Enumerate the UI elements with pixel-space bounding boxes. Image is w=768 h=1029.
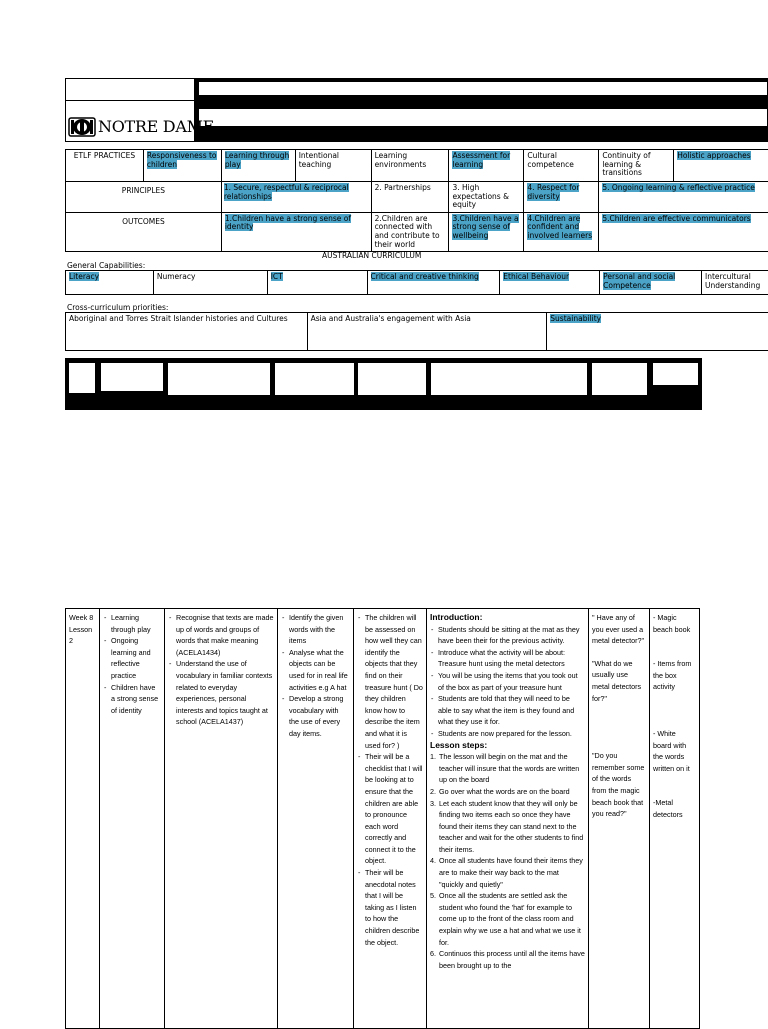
logo-text: NOTRE DAME xyxy=(98,117,214,136)
etlf-principle: 1. Secure, respectful & reciprocal relationships xyxy=(221,182,371,213)
step-item: 6. Continuos this process until all the items have been brought up to the xyxy=(430,948,585,971)
step-item: 4. Once all students have found their items they are to make their way back to the mat "quickly and quietly" xyxy=(430,855,585,890)
assessment-cell xyxy=(354,609,427,1029)
list-item: - Learning through play xyxy=(103,612,161,635)
capability: Ethical Behaviour xyxy=(500,271,600,295)
question: " Have any of you ever used a metal detector?" xyxy=(592,612,646,647)
resource: - Magic beach book xyxy=(653,612,696,635)
steps-heading: Lesson steps: xyxy=(430,740,585,752)
list-item: - Analyse what the objects can be used for in real life activities e.g A hat xyxy=(281,647,350,693)
list-item: - Students are told that they will need to be able to say what the item is they found and what they use it for. xyxy=(430,693,585,728)
etlf-outcome: 3.Children have a strong sense of wellbeing xyxy=(449,212,524,251)
list-item: - Their will be anecdotal notes that I will be taking as I listen to how the children describe the object. xyxy=(357,867,423,948)
resources-cell xyxy=(650,609,700,1029)
etlf-principle: 2. Partnerships xyxy=(371,182,449,213)
priority: Sustainability xyxy=(547,313,768,351)
list-item: - Students are now prepared for the lesson. xyxy=(430,728,585,740)
header-bar-mid xyxy=(195,95,768,109)
list-item: - Their will be a checklist that I will be looking at to ensure that the children are able to pronounce each word correctly and connect it to the object. xyxy=(357,751,423,867)
capabilities-table xyxy=(65,270,768,295)
list-item: - Recognise that texts are made up of words and groups of words that make meaning (ACELA1434) xyxy=(168,612,274,658)
capability: Personal and social Competence xyxy=(600,271,702,295)
objectives-cell xyxy=(278,609,354,1029)
capability: ICT xyxy=(267,271,367,295)
priority: Asia and Australia's engagement with Asia xyxy=(307,313,547,351)
step-item: 3. Let each student know that they will only be finding two items each so once they have found their items they can stand next to the teacher and wait for the other students to find their items. xyxy=(430,798,585,856)
etlf-outcome: 1.Children have a strong sense of identity xyxy=(221,212,371,251)
capability: Critical and creative thinking xyxy=(367,271,500,295)
lesson-header-cell xyxy=(592,363,647,395)
step-item: 5. Once all the students are settled ask the student who found the 'hat' for example to come up to the front of the class room and explain why we use a hat and what we use it for. xyxy=(430,890,585,948)
etlf-practices-label: ETLF PRACTICES xyxy=(66,150,144,182)
etlf-outcomes-label: OUTCOMES xyxy=(66,212,222,251)
header-divider xyxy=(65,100,195,101)
header-bar-bottom xyxy=(195,126,768,142)
etlf-outcome: 5.Children are effective communicators xyxy=(599,212,768,251)
cross-curriculum-label: Cross-curriculum priorities: xyxy=(67,303,168,312)
week-cell: Week 8 Lesson 2 xyxy=(66,609,100,1029)
etlf-principle: 4. Respect for diversity xyxy=(524,182,599,213)
etlf-table xyxy=(65,149,768,252)
curriculum-title: AUSTRALIAN CURRICULUM xyxy=(322,251,421,260)
lesson-header-cell xyxy=(168,363,270,395)
list-item: - Understand the use of vocabulary in familiar contexts related to everyday experiences, personal interests and topics taught at school (ACELA1437) xyxy=(168,658,274,728)
etlf-practice: Continuity of learning & transitions xyxy=(599,150,674,182)
notre-dame-logo xyxy=(68,114,214,138)
list-item: - The children will be assessed on how well they can identify the objects that they find on their treasure hunt ( Do they children know how to describe the item and what it is used for? ) xyxy=(357,612,423,751)
etlf-practice: Learning environments xyxy=(371,150,449,182)
crest-icon xyxy=(68,114,96,138)
question: "What do we usually use metal detectors for?" xyxy=(592,658,646,704)
list-item: - Introduce what the activity will be about: Treasure hunt using the metal detectors xyxy=(430,647,585,670)
etlf-principles-label: PRINCIPLES xyxy=(66,182,222,213)
step-item: 1. The lesson will begin on the mat and the teacher will insure that the words are written up on the board xyxy=(430,751,585,786)
list-item: - Ongoing learning and reflective practice xyxy=(103,635,161,681)
header-bar-top xyxy=(195,78,768,82)
priority: Aboriginal and Torres Strait Islander histories and Cultures xyxy=(66,313,308,351)
capability: Literacy xyxy=(66,271,154,295)
etlf-practice: Assessment for learning xyxy=(449,150,524,182)
etlf-outcome: 4.Children are confident and involved learners xyxy=(524,212,599,251)
list-item: - Children have a strong sense of identity xyxy=(103,682,161,717)
lesson-header-cell xyxy=(653,363,698,385)
step-item: 2. Go over what the words are on the board xyxy=(430,786,585,798)
general-capabilities-label: General Capabilities: xyxy=(67,261,145,270)
lesson-header-cell xyxy=(101,363,163,391)
priorities-table xyxy=(65,312,768,351)
etlf-practice: Learning through play xyxy=(221,150,295,182)
list-item: - Students should be sitting at the mat as they have been their for the previous activity. xyxy=(430,624,585,647)
list-item: - You will be using the items that you took out of the box as part of your treasure hunt xyxy=(430,670,585,693)
etlf-practice: Responsiveness to children xyxy=(143,150,221,182)
capability: Numeracy xyxy=(153,271,267,295)
lesson-header-cell xyxy=(69,363,95,393)
list-item: - Develop a strong vocabulary with the use of every day items. xyxy=(281,693,350,739)
resource: -Metal detectors xyxy=(653,797,696,820)
etlf-practice: Cultural competence xyxy=(524,150,599,182)
curriculum-links-cell xyxy=(165,609,278,1029)
etlf-links-cell xyxy=(100,609,165,1029)
etlf-principle: 5. Ongoing learning & reflective practice xyxy=(599,182,768,213)
resource: - Items from the box activity xyxy=(653,658,696,693)
lesson-header-cell xyxy=(275,363,354,395)
questions-cell xyxy=(589,609,650,1029)
list-item: - Identify the given words with the items xyxy=(281,612,350,647)
lesson-table xyxy=(65,608,700,1029)
capability: Intercultural Understanding xyxy=(702,271,768,295)
etlf-principle: 3. High expectations & equity xyxy=(449,182,524,213)
etlf-practice: Holistic approaches xyxy=(674,150,768,182)
lesson-header-cell xyxy=(431,363,587,395)
etlf-outcome: 2.Children are connected with and contribute to their world xyxy=(371,212,449,251)
lesson-header-cell xyxy=(358,363,426,395)
resource: - White board with the words written on it xyxy=(653,728,696,774)
etlf-practice: Intentional teaching xyxy=(295,150,371,182)
question: "Do you remember some of the words from the magic beach book that you read?" xyxy=(592,750,646,820)
procedure-cell xyxy=(427,609,589,1029)
intro-heading: Introduction: xyxy=(430,612,585,624)
